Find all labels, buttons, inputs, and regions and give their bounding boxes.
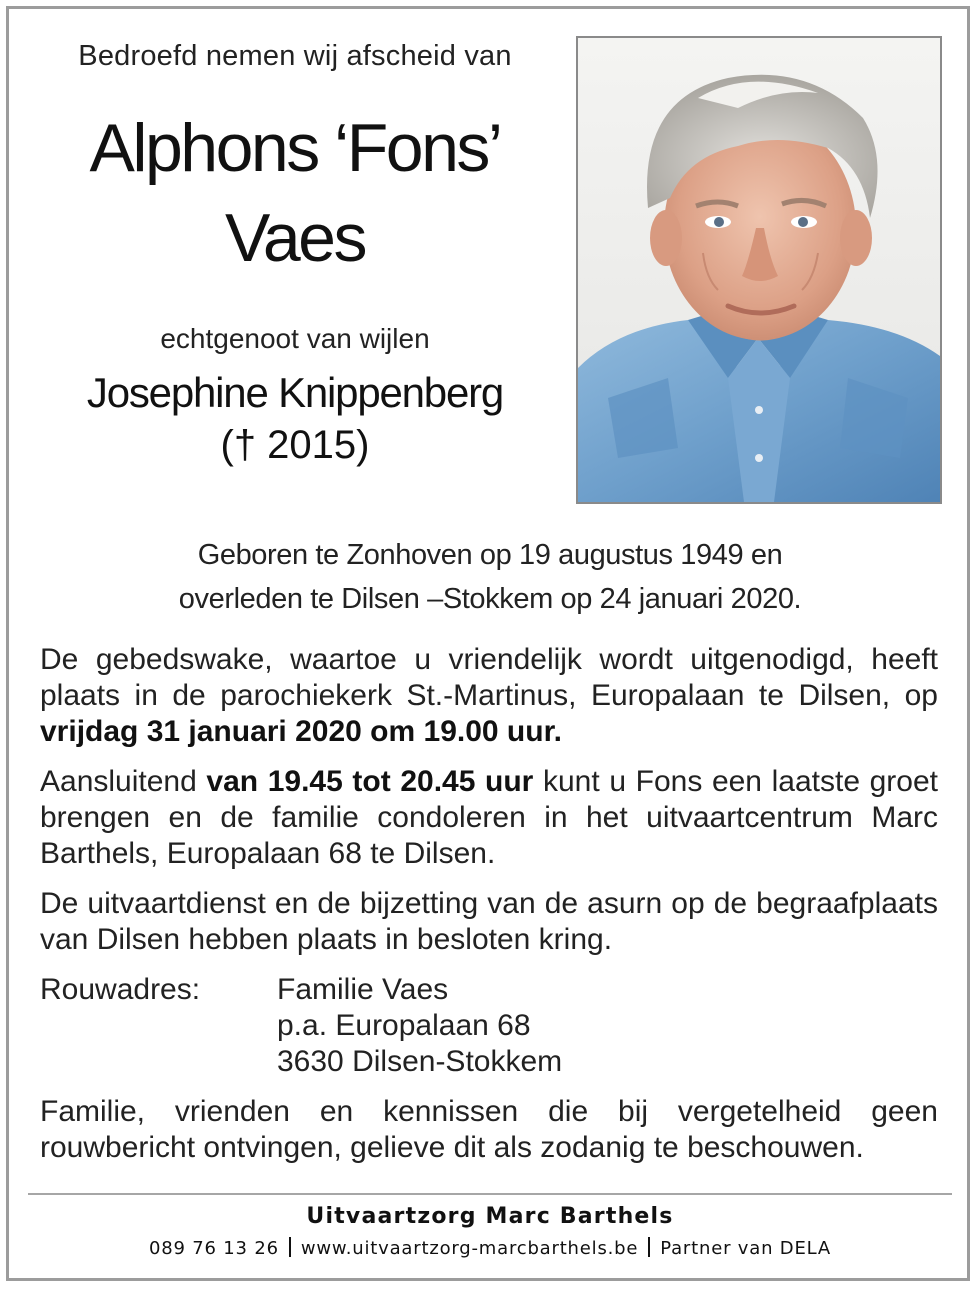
- footer: [0, 1200, 980, 1264]
- website-link[interactable]: www.uitvaartzorg-marcbarthels.be: [300, 1238, 639, 1259]
- service-paragraph: De uitvaartdienst en de bijzetting van de asurn op de begraafplaats van Dilsen hebben plaats in besloten kring.: [40, 887, 938, 956]
- visit-suffix: kunt u Fons een laatste groet brengen en de familie condoleren in het uitvaartcentrum Marc Barthels, Europalaan 68 te Dilsen.: [40, 765, 939, 870]
- spouse-name: Josephine Knippenberg: [86, 369, 504, 416]
- portrait-photo: [576, 36, 942, 504]
- address-line: Familie Vaes: [277, 973, 449, 1006]
- mourning-address: [40, 972, 938, 1080]
- partner-text: Partner van DELA: [660, 1238, 831, 1259]
- intro-text: Bedroefd nemen wij afscheid van: [78, 40, 512, 72]
- address-line: 3630 Dilsen-Stokkem: [277, 1045, 563, 1078]
- header: [30, 40, 560, 468]
- birth-death-info: [60, 533, 920, 621]
- wake-text: De gebedswake, waartoe u vriendelijk wordt uitgenodigd, heeft plaats in de parochiekerk St.-Martinus, Europalaan te Dilsen, op: [40, 643, 938, 712]
- death-line: overleden te Dilsen –Stokkem op 24 januari 2020.: [178, 583, 802, 615]
- company-name: Uitvaartzorg Marc Barthels: [306, 1204, 674, 1229]
- separator: [289, 1237, 291, 1257]
- footer-divider: [28, 1193, 952, 1195]
- wake-date: vrijdag 31 januari 2020 om 19.00 uur.: [40, 715, 562, 748]
- portrait-photo-icon: [578, 38, 940, 502]
- closing-paragraph: Familie, vrienden en kennissen die bij vergetelheid geen rouwbericht ontvingen, gelieve dit als zodanig te beschouwen.: [40, 1095, 938, 1164]
- address-line: p.a. Europalaan 68: [277, 1009, 531, 1042]
- wake-paragraph: [40, 642, 938, 750]
- spouse-intro: echtgenoot van wijlen: [160, 323, 430, 354]
- address-lines: [277, 972, 562, 1080]
- visit-paragraph: [40, 764, 938, 872]
- visit-time: van 19.45 tot 20.45 uur: [206, 765, 534, 798]
- visit-prefix: Aansluitend: [40, 765, 207, 798]
- deceased-name: [30, 103, 560, 283]
- birth-line: Geboren te Zonhoven op 19 augustus 1949 en: [197, 539, 783, 571]
- spouse-death-year: († 2015): [220, 423, 370, 467]
- deceased-name-line1: Alphons ‘Fons’: [89, 110, 501, 186]
- address-label: Rouwadres:: [40, 973, 201, 1006]
- deceased-name-line2: Vaes: [225, 200, 365, 276]
- announcement-body: [40, 642, 938, 1180]
- contact-line: [0, 1234, 980, 1264]
- separator: [648, 1237, 650, 1257]
- phone-number: 089 76 13 26: [149, 1238, 279, 1259]
